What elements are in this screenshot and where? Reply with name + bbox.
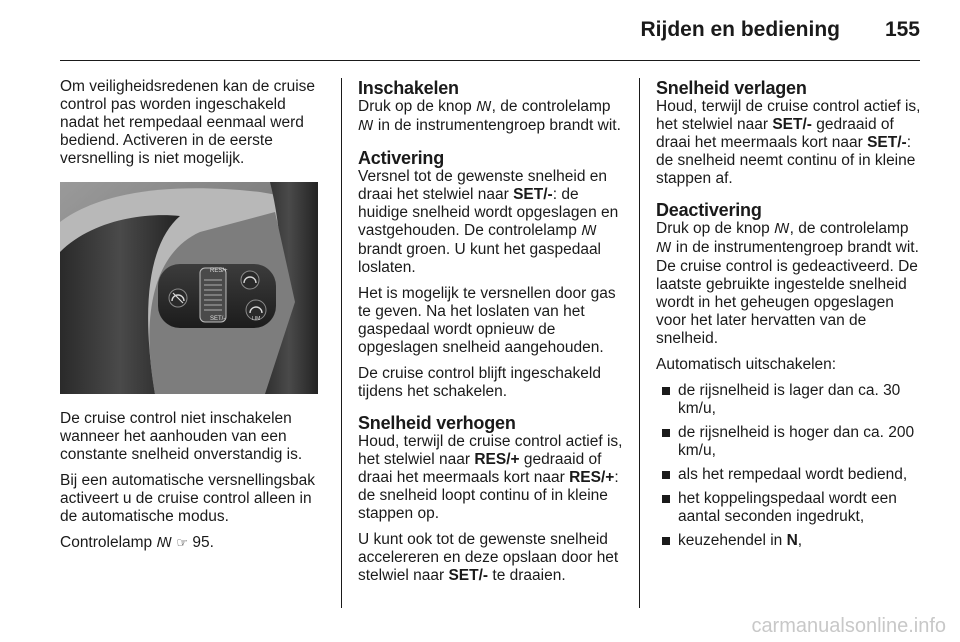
auto-off-list	[656, 382, 922, 550]
list-item: het koppelingspedaal wordt een aantal seconden ingedrukt,	[656, 490, 922, 526]
steering-wheel-photo	[60, 182, 318, 394]
cruise-lamp-icon: ꟿ	[656, 241, 672, 256]
warning-paragraph: De cruise control niet inschakelen wanneer het aanhouden van een constante snelheid onverstandig is.	[60, 410, 303, 463]
set-label: SET/-	[210, 316, 226, 322]
auto-off-intro: Automatisch uitschakelen:	[656, 356, 837, 373]
svg-text:LIM: LIM	[252, 316, 261, 322]
column-divider	[341, 78, 342, 608]
heading-inschakelen: Inschakelen	[358, 78, 459, 98]
heading-snelheid-verlagen: Snelheid verlagen	[656, 78, 807, 98]
list-item: keuzehendel in N,	[656, 532, 922, 550]
accelerate-paragraph: Het is mogelijk te versnellen door gas te geven. Na het loslaten van het gaspedaal wordt opnieuw de opgeslagen snelheid aangehouden.	[358, 285, 616, 356]
page-number: 155	[884, 18, 920, 41]
list-item: de rijsnelheid is hoger dan ca. 200 km/u,	[656, 424, 922, 460]
column-divider	[639, 78, 640, 608]
heading-snelheid-verhogen: Snelheid verhogen	[358, 413, 516, 433]
column-3	[656, 78, 922, 556]
list-item: de rijsnelheid is lager dan ca. 30 km/u,	[656, 382, 922, 418]
cruise-off-button-icon: ꟿ	[774, 222, 790, 237]
res-label: RES/+	[210, 268, 228, 274]
cruise-button-icon: ꟿ	[476, 100, 492, 115]
column-2	[358, 78, 626, 593]
list-item: als het rempedaal wordt bediend,	[656, 466, 922, 484]
intro-paragraph: Om veiligheidsredenen kan de cruise control pas worden ingeschakeld nadat het rempedaal eenmaal werd bediend. Activeren in de eerste versnelling is niet mogelijk.	[60, 78, 316, 167]
verhogen-store-paragraph: U kunt ook tot de gewenste snelheid accelereren en deze opslaan door het stelwiel naar SET/- te draaien.	[358, 531, 619, 584]
verhogen-paragraph: Houd, terwijl de cruise control actief is, het stelwiel naar RES/+ gedraaid of draai het meermaals kort naar RES/+: de snelheid loopt continu of in kleine stappen op.	[358, 433, 623, 522]
cruise-lamp-icon: ꟿ	[581, 224, 597, 239]
cruise-lamp-icon: ꟿ	[358, 119, 374, 134]
inschakelen-paragraph: Druk op de knop ꟿ, de controlelamp ꟿ in de instrumentengroep brandt wit.	[358, 98, 621, 134]
cruise-lamp-icon: ꟿ	[156, 536, 173, 551]
page-reference-arrow-icon: ☞	[176, 536, 189, 551]
verlagen-paragraph: Houd, terwijl de cruise control actief is, het stelwiel naar SET/- gedraaid of draai het meermaals kort naar SET/-: de snelheid neemt continu of in kleine stappen af.	[656, 98, 921, 187]
header-rule	[60, 60, 920, 61]
automatic-paragraph: Bij een automatische versnellingsbak activeert u de cruise control alleen in de automatische modus.	[60, 472, 316, 525]
shifting-paragraph: De cruise control blijft ingeschakeld tijdens het schakelen.	[358, 365, 601, 400]
page-reference[interactable]: 95.	[192, 534, 214, 551]
deactivering-paragraph: Druk op de knop ꟿ, de controlelamp ꟿ in de instrumentengroep brandt wit. De cruise control is gedeactiveerd. De laatste gebruikte ingestelde snelheid wordt in het geheugen opgeslagen voor het later hervatten van de snelheid.	[656, 220, 919, 347]
activering-paragraph: Versnel tot de gewenste snelheid en draai het stelwiel naar SET/-: de huidige snelheid wordt opgeslagen en vastgehouden. De controlelamp ꟿ brandt groen. U kunt het gaspedaal loslaten.	[358, 168, 619, 276]
lamp-reference: Controlelamp ꟿ ☞ 95.	[60, 534, 214, 551]
page-header-title: Rijden en bediening	[640, 18, 840, 41]
heading-deactivering: Deactivering	[656, 200, 762, 220]
watermark: carmanualsonline.info	[751, 615, 946, 637]
heading-activering: Activering	[358, 148, 445, 168]
column-1	[60, 78, 326, 561]
